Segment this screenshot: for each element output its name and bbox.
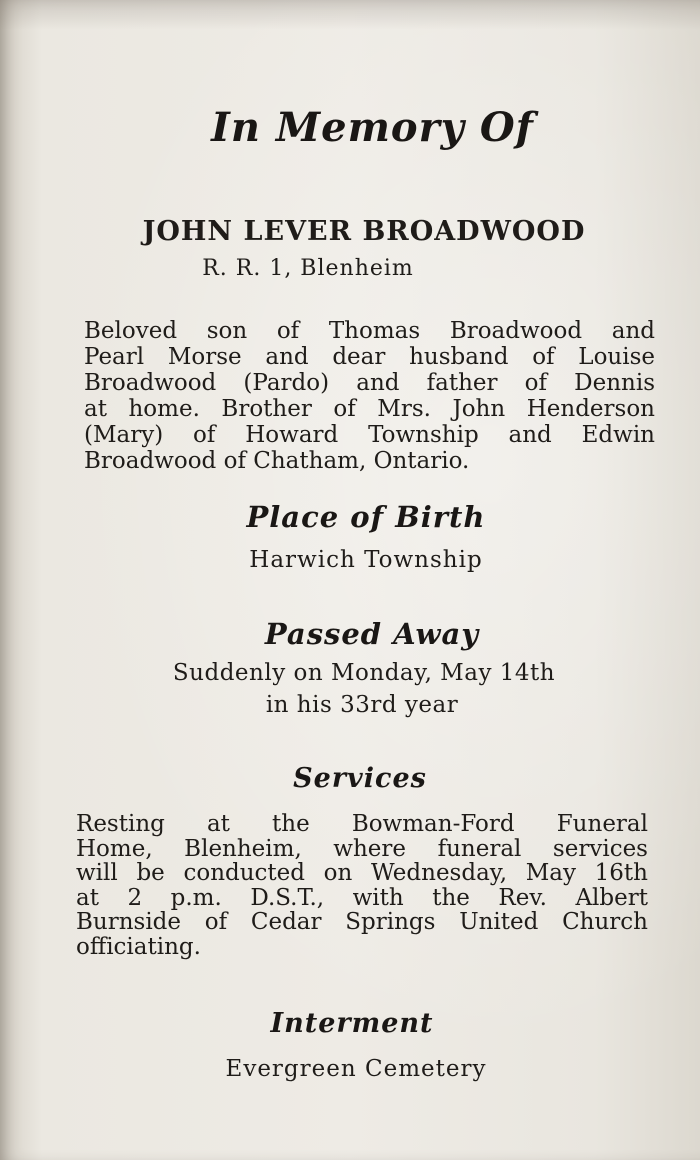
obituary-line: Broadwood (Pardo) and father of Dennis [84, 370, 655, 396]
services-line: Home, Blenheim, where funeral services [76, 835, 648, 862]
interment-value: Evergreen Cemetery [225, 1056, 487, 1082]
interment-heading: Interment [270, 1008, 434, 1039]
services-line: at 2 p.m. D.S.T., with the Rev. Albert [76, 884, 648, 911]
obituary-line: Broadwood of Chatham, Ontario. [84, 448, 470, 474]
obituary-line: at home. Brother of Mrs. John Henderson [84, 396, 655, 422]
obituary-line: Beloved son of Thomas Broadwood and [84, 318, 655, 344]
place-of-birth-heading: Place of Birth [246, 500, 486, 534]
obituary-line: (Mary) of Howard Township and Edwin [84, 422, 655, 448]
passed-away-age: in his 33rd year [265, 692, 459, 718]
obituary-line: Pearl Morse and dear husband of Louise [84, 344, 655, 370]
card-heading: In Memory Of [211, 104, 534, 151]
deceased-address: R. R. 1, Blenheim [202, 256, 414, 281]
obituary-paragraph [84, 318, 655, 474]
services-paragraph [76, 812, 648, 959]
passed-away-heading: Passed Away [264, 617, 480, 651]
services-line: Burnside of Cedar Springs United Church [76, 909, 648, 935]
services-line: Resting at the Bowman-Ford Funeral [76, 811, 648, 837]
deceased-name: JOHN LEVER BROADWOOD [142, 216, 586, 247]
services-line: officiating. [76, 933, 201, 960]
services-line: will be conducted on Wednesday, May 16th [76, 860, 648, 886]
place-of-birth-value: Harwich Township [249, 547, 483, 573]
services-heading: Services [293, 763, 427, 794]
passed-away-line: Suddenly on Monday, May 14th [172, 660, 556, 686]
